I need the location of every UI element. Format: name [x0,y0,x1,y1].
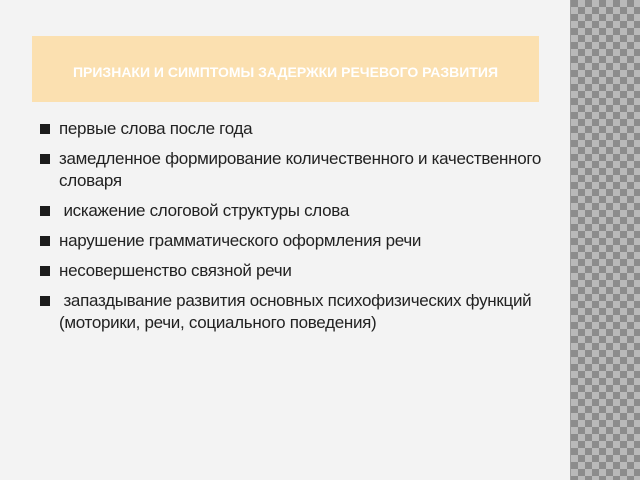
bullet-item [40,260,560,282]
bullet-text: замедленное формирование количественного и качественного словаря [59,149,542,190]
bullet-item [40,290,560,334]
square-bullet-icon [40,124,50,134]
square-bullet-icon [40,266,50,276]
slide-content [40,118,560,342]
bullet-text: несовершенство связной речи [59,261,292,280]
bullet-text: запаздывание развития основных психофизических функций (моторики, речи, социального поведения) [59,291,536,332]
decorative-side-pattern [570,0,640,480]
bullet-item [40,200,560,222]
bullet-item [40,148,560,192]
bullet-list [40,118,560,334]
bullet-text: первые слова после года [59,119,253,138]
bullet-item [40,118,560,140]
bullet-text: искажение слоговой структуры слова [59,201,349,220]
bullet-item [40,230,560,252]
square-bullet-icon [40,296,50,306]
slide-title: ПРИЗНАКИ И СИМПТОМЫ ЗАДЕРЖКИ РЕЧЕВОГО РАЗВИТИЯ [72,64,499,80]
square-bullet-icon [40,236,50,246]
square-bullet-icon [40,154,50,164]
title-band [32,36,539,102]
square-bullet-icon [40,206,50,216]
bullet-text: нарушение грамматического оформления речи [59,231,422,250]
